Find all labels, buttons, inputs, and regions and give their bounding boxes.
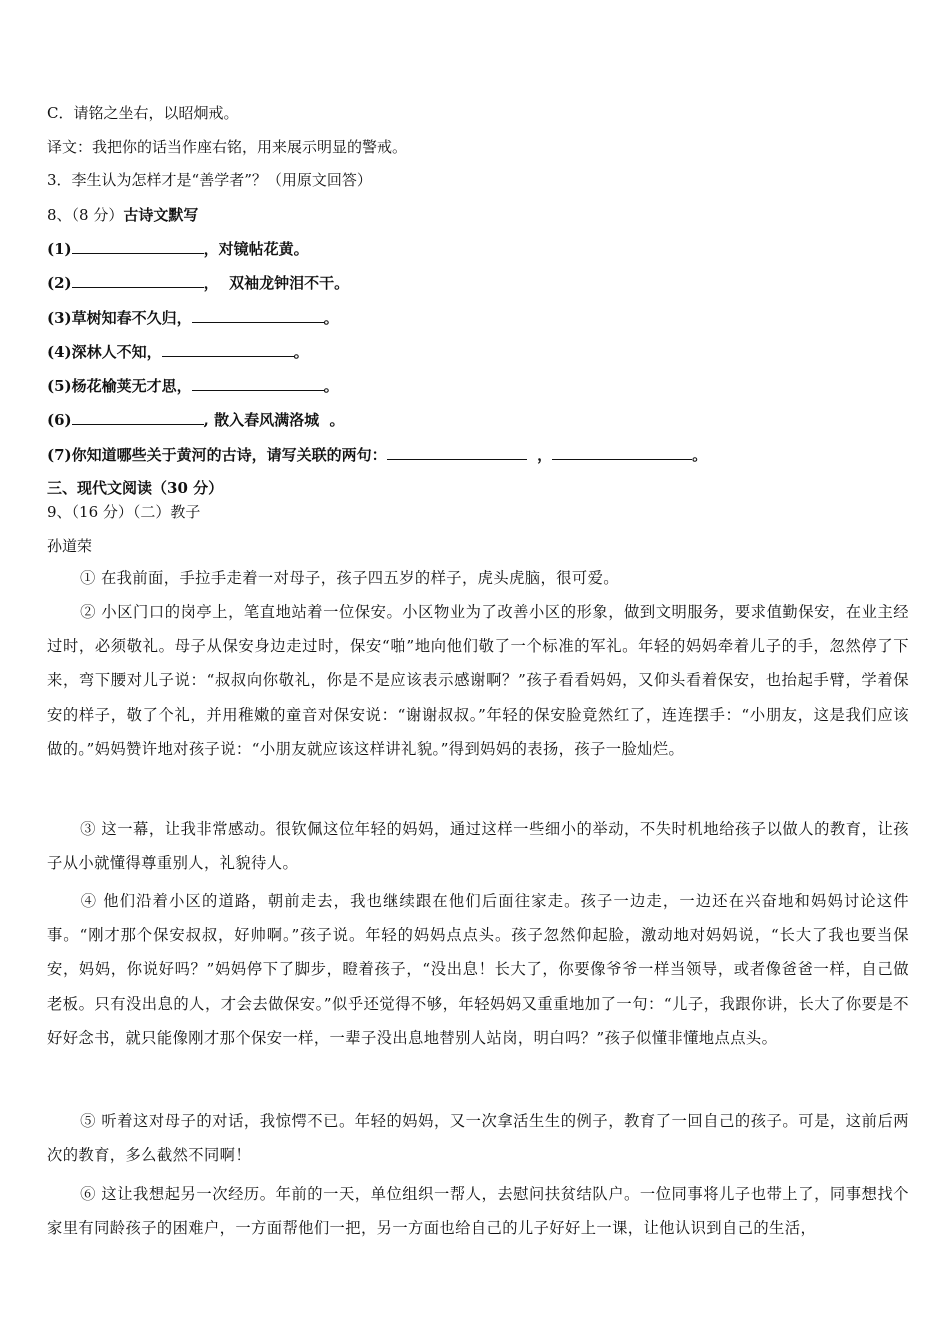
answer-blank[interactable] xyxy=(162,341,294,357)
answer-blank[interactable] xyxy=(387,444,527,460)
poem-item-1-prefix: (1) xyxy=(47,240,72,258)
poem-item-5-text: (5)杨花榆荚无才思， xyxy=(47,377,192,395)
poem-item-4-text: (4)深林人不知， xyxy=(47,343,162,361)
poem-item-3-text: (3)草树知春不久归， xyxy=(47,309,192,327)
section-3-heading: 三、现代文阅读（30 分） xyxy=(47,479,224,497)
poem-item-7-separator: ， xyxy=(526,446,553,464)
question-3: 3．李生认为怎样才是“善学者”？（用原文回答） xyxy=(47,171,372,189)
article-paragraph-1: ① 在我前面，手拉手走着一对母子，孩子四五岁的样子，虎头虎脑，很可爱。 xyxy=(80,569,619,587)
translation-line: 译文：我把你的话当作座右铭，用来展示明显的警戒。 xyxy=(47,138,408,156)
poem-item-4 xyxy=(47,341,907,362)
poem-item-7-end: 。 xyxy=(692,446,708,464)
poem-item-3 xyxy=(47,307,907,328)
answer-blank[interactable] xyxy=(72,409,204,425)
answer-blank[interactable] xyxy=(552,444,692,460)
question-9-heading: 9、（16 分）（二）教子 xyxy=(47,503,201,521)
poem-item-7-text: (7)你知道哪些关于黄河的古诗，请写关联的两句： xyxy=(47,446,387,464)
article-paragraph-6: ⑥ 这让我想起另一次经历。年前的一天，单位组织一帮人，去慰问扶贫结队户。一位同事将儿子也带上了，同事想找个家里有同龄孩子的困难户，一方面帮他们一把，另一方面也给自己的儿子好好上一课，让他认识到自己的生活， xyxy=(47,1185,909,1238)
question-8-number: 8、（8 分） xyxy=(47,206,124,224)
poem-item-7 xyxy=(47,444,907,465)
poem-item-2-prefix: (2) xyxy=(47,274,72,292)
question-8-title: 古诗文默写 xyxy=(123,206,199,224)
answer-blank[interactable] xyxy=(192,375,324,391)
option-c-line: C．请铭之坐右，以昭炯戒。 xyxy=(47,104,239,122)
poem-item-3-end: 。 xyxy=(323,309,339,327)
poem-item-5-end: 。 xyxy=(323,377,339,395)
answer-blank[interactable] xyxy=(72,238,204,254)
poem-item-1-text: ，对镜帖花黄。 xyxy=(203,240,309,258)
poem-item-2 xyxy=(47,272,907,293)
article-paragraph-3: ③ 这一幕，让我非常感动。很钦佩这位年轻的妈妈，通过这样一些细小的举动，不失时机地给孩子以做人的教育，让孩子从小就懂得尊重别人，礼貌待人。 xyxy=(47,820,909,873)
article-paragraph-5: ⑤ 听着这对母子的对话，我惊愕不已。年轻的妈妈，又一次拿活生生的例子，教育了一回自己的孩子。可是，这前后两次的教育，多么截然不同啊！ xyxy=(47,1112,909,1165)
article-author: 孙道荣 xyxy=(47,537,93,555)
poem-item-4-end: 。 xyxy=(293,343,309,361)
poem-item-6-text: , 散入春风满洛城 。 xyxy=(203,411,345,429)
article-paragraph-4: ④ 他们沿着小区的道路，朝前走去，我也继续跟在他们后面往家走。孩子一边走，一边还在兴奋地和妈妈讨论这件事。“刚才那个保安叔叔，好帅啊。”孩子说。年轻的妈妈点点头。孩子忽然仰起脸，激动地对妈妈说，“长大了我也要当保安，妈妈，你说好吗？”妈妈停下了脚步，瞪着孩子，“没出息！长大了，你要像爷爷一样当领导，或者像爸爸一样，自己做老板。只有没出息的人，才会去做保安。”似乎还觉得不够，年轻妈妈又重重地加了一句：“儿子，我跟你讲，长大了你要是不好好念书，就只能像刚才那个保安一样，一辈子没出息地替别人站岗，明白吗？”孩子似懂非懂地点点头。 xyxy=(47,892,909,1047)
poem-item-1 xyxy=(47,238,907,259)
poem-item-6-prefix: (6) xyxy=(47,411,72,429)
poem-item-6 xyxy=(47,409,907,430)
poem-item-5 xyxy=(47,375,907,396)
answer-blank[interactable] xyxy=(72,272,204,288)
poem-item-2-text: ， 双袖龙钟泪不干。 xyxy=(203,274,350,292)
answer-blank[interactable] xyxy=(192,307,324,323)
article-paragraph-2: ② 小区门口的岗亭上，笔直地站着一位保安。小区物业为了改善小区的形象，做到文明服务，要求值勤保安，在业主经过时，必须敬礼。母子从保安身边走过时，保安“啪”地向他们敬了一个标准的军礼。年轻的妈妈牵着儿子的手，忽然停了下来，弯下腰对儿子说：“叔叔向你敬礼，你是不是应该表示感谢啊？”孩子看看妈妈，又仰头看着保安，也抬起手臂，学着保安的样子，敬了个礼，并用稚嫩的童音对保安说：“谢谢叔叔。”年轻的保安脸竟然红了，连连摆手：“小朋友，这是我们应该做的。”妈妈赞许地对孩子说：“小朋友就应该这样讲礼貌。”得到妈妈的表扬，孩子一脸灿烂。 xyxy=(47,603,909,758)
question-8-heading xyxy=(47,205,907,225)
